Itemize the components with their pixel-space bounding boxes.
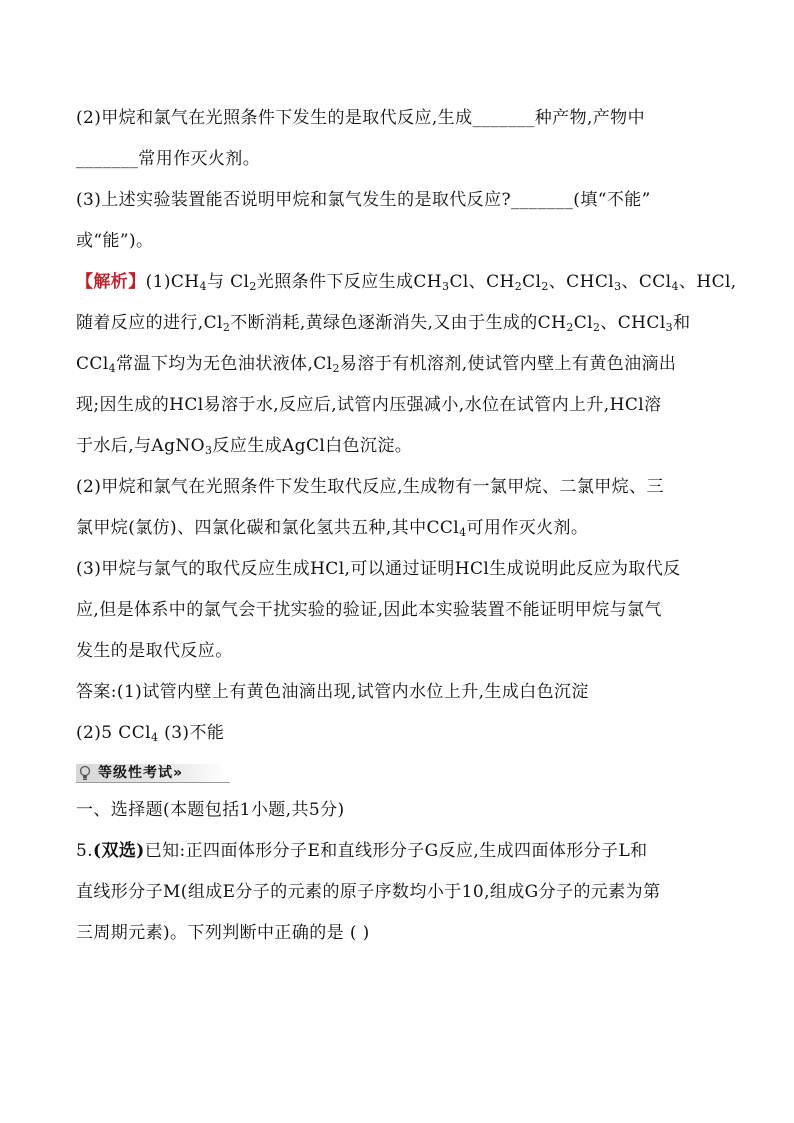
answer-line-1: 答案:(1)试管内壁上有黄色油滴出现,试管内水位上升,生成白色沉淀 [76,682,589,702]
text-run: 易溶于有机溶剂,使试管内壁上有黄色油滴出 [339,354,677,374]
document-page [76,98,737,954]
subscript: 2 [332,362,340,375]
subscript: 3 [614,280,622,293]
text-run: 不断消耗,黄绿色逐渐消失,又由于生成的CH [230,313,567,333]
question-number: 5. [76,841,94,861]
analysis-3-line-1: (3)甲烷与氯气的取代反应生成HCl,可以通过证明HCl生成说明此反应为取代反 [76,559,681,579]
question-2-line-2: _______常用作灭火剂。 [76,149,261,169]
question-3-line-1: (3)上述实验装置能否说明甲烷和氯气发生的是取代反应?_______(填“不能” [76,190,651,210]
subscript: 2 [249,280,257,293]
subscript: 4 [671,280,679,293]
section-title: 等级性考试» [98,765,184,781]
text-run: 、HCl, [678,272,737,292]
question-5-line-2: 直线形分子M(组成E分子的元素的原子序数均小于10,组成G分子的元素为第 [76,882,661,902]
text-run: 光照条件下反应生成CH [256,272,443,292]
text-run: 于水后,与AgNO [76,436,205,456]
analysis-line-5 [76,426,726,467]
text-run: 氯甲烷(氯仿)、四氯化碳和氯化氢共五种,其中CCl [76,518,460,538]
text-run: 可用作灭火剂。 [466,518,589,538]
analysis-line-1 [76,262,737,303]
analysis-line-4: 现;因生成的HCl易溶于水,反应后,试管内压强减小,水位在试管内上升,HCl溶 [76,395,662,415]
text-run: 已知:正四面体形分子E和直线形分子G反应,生成四面体形分子L和 [144,841,648,861]
analysis-3-line-3: 发生的是取代反应。 [76,641,233,661]
question-5-line-3: 三周期元素)。下列判断中正确的是 ( ) [76,923,370,943]
question-3-line-2: 或“能”)。 [76,231,154,251]
subscript: 3 [204,444,213,457]
question-5-line-1 [76,831,726,872]
analysis-label: 【解析】 [76,272,146,292]
subscript: 3 [442,280,450,293]
bulb-icon [78,765,92,781]
subscript: 2 [514,280,523,293]
text-run: 与 Cl [206,272,250,292]
section-header [76,760,726,788]
subscript: 4 [150,731,159,744]
text-run: CCl [76,354,109,374]
question-tag: (双选) [93,841,145,861]
subscript: 4 [199,280,207,293]
text-run: (2)5 CCl [76,723,151,743]
text-run: 常温下均为无色油状液体,Cl [116,354,333,374]
part-heading: 一、选择题(本题包括1小题,共5分) [76,800,345,820]
text-run: Cl [522,272,542,292]
question-2-line-1: (2)甲烷和氯气在光照条件下发生的是取代反应,生成_______种产物,产物中 [76,108,645,128]
answer-line-2 [76,713,726,754]
analysis-3-line-2: 应,但是体系中的氯气会干扰实验的验证,因此本实验装置不能证明甲烷与氯气 [76,600,662,620]
analysis-2-line-2 [76,508,726,549]
text-run: 随着反应的进行,Cl [76,313,223,333]
text-run: Cl [573,313,593,333]
text-run: 反应生成AgCl白色沉淀。 [212,436,413,456]
subscript: 2 [566,321,574,334]
text-run: 、CHCl [600,313,666,333]
text-run: Cl、CH [449,272,515,292]
analysis-line-2 [76,303,726,344]
text-run: 、CCl [621,272,672,292]
text-run: (3)不能 [158,723,225,743]
text-run: (1)CH [145,272,200,292]
subscript: 4 [108,362,117,375]
subscript: 4 [459,526,467,539]
text-run: 、CHCl [548,272,615,292]
text-run: 和 [673,313,691,333]
subscript: 2 [592,321,601,334]
analysis-line-3 [76,344,726,385]
subscript: 3 [665,321,674,334]
analysis-2-line-1: (2)甲烷和氯气在光照条件下发生取代反应,生成物有一氯甲烷、二氯甲烷、三 [76,477,664,497]
subscript: 2 [222,321,231,334]
subscript: 2 [541,280,549,293]
